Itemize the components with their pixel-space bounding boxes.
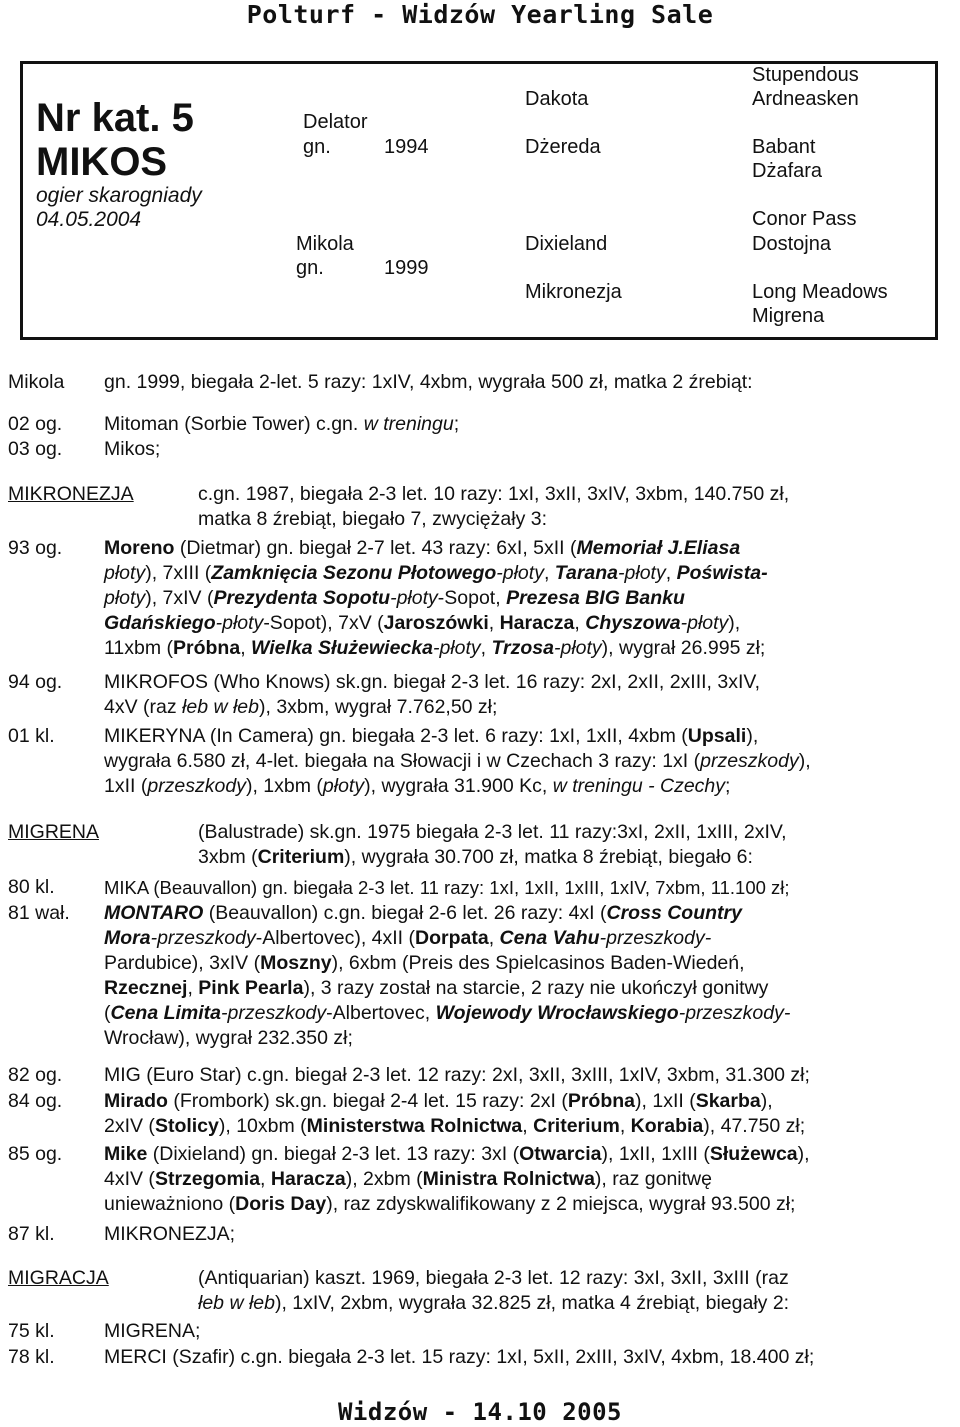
entry-text: ), [728, 612, 741, 634]
race-name: Jaroszówki [383, 612, 489, 634]
entry-text: ), 1xII, 1xIII ( [601, 1143, 710, 1165]
horse-description: ogier skarogniady [36, 184, 202, 207]
migrena-line-1: (Balustrade) sk.gn. 1975 biegała 2-3 let. 11 razy:3xI, 2xII, 1xIII, 2xIV, [198, 821, 787, 843]
race-name: Ministra Rolnictwa [422, 1168, 595, 1190]
entry-number: 84 og. [8, 1090, 63, 1112]
race-type: -przeszkody- [678, 1002, 791, 1024]
race-name: Mora [104, 927, 151, 949]
dam-color: gn. [296, 257, 324, 279]
pedigree-g2: Dżereda [525, 136, 601, 158]
race-name: Chyszowa [585, 612, 681, 634]
entry-text: ), [797, 1143, 810, 1165]
race-type: -przeszkody [221, 1002, 327, 1024]
entry-number: 81 wał. [8, 902, 70, 924]
entry-text: , [574, 612, 586, 634]
entry-text: MIGRENA; [104, 1320, 201, 1342]
race-name: Pośwista- [676, 562, 768, 584]
entry-number: 80 kl. [8, 876, 55, 898]
race-name: Doris Day [235, 1193, 327, 1215]
race-name: Służewca [709, 1143, 798, 1165]
pedigree-g2: Mikronezja [525, 281, 622, 303]
pedigree-g3: Long Meadows [752, 281, 888, 303]
entry-text: Wrocław), wygrał 232.350 zł; [104, 1027, 353, 1049]
entry-text: 1xII ( [104, 775, 148, 797]
entry-text: MIKERYNA (In Camera) gn. biegała 2-3 let. 6 razy: 1xI, 1xII, 4xbm ( [104, 725, 688, 747]
race-name: Próbna [173, 637, 241, 659]
race-type: -płoty [553, 637, 602, 659]
race-name: Stolicy [154, 1115, 219, 1137]
entry-text: ), raz zdyskwalifikowany z 2 miejsca, wygrał 93.500 zł; [326, 1193, 796, 1215]
race-name: Upsali [687, 725, 747, 747]
race-name: Moszny [260, 952, 332, 974]
entry-text: -Sopot), 7xV ( [263, 612, 384, 634]
race-type: -płoty [680, 612, 729, 634]
race-type: -przeszkody [150, 927, 256, 949]
race-name: Wielka Służewiecka [251, 637, 433, 659]
horse-dob: 04.05.2004 [36, 208, 142, 231]
race-name: Haracza [270, 1168, 346, 1190]
entry-text: (Dietmar) gn. biegał 2-7 let. 43 razy: 6xI, 5xII ( [174, 537, 577, 559]
race-type: -płoty [390, 587, 438, 609]
entry-text: unieważniono ( [104, 1193, 236, 1215]
race-name: Haracza [499, 612, 575, 634]
entry-text: ), wygrała 30.700 zł, matka 8 źrebiąt, biegało 6: [344, 846, 753, 868]
entry-text: ), [746, 725, 759, 747]
race-type: -płoty [496, 562, 544, 584]
entry-number: 93 og. [8, 537, 63, 559]
entry-text: wygrała 6.580 zł, 4-let. biegała na Słowacji i w Czechach 3 razy: 1xI ( [104, 750, 701, 772]
entry-text: , [488, 612, 500, 634]
race-name: Gdańskiego [104, 612, 216, 634]
entry-text: ), [798, 750, 811, 772]
pedigree-g3: Stupendous [752, 64, 859, 86]
entry-text: w treningu [363, 413, 454, 435]
entry-text: ), 3 razy został na starcie, 2 razy nie ukończył gonitwy [303, 977, 769, 999]
dam-year: 1999 [384, 257, 429, 279]
pedigree-g3: Conor Pass [752, 208, 857, 230]
pedigree-g2: Dakota [525, 88, 589, 110]
catalog-number: Nr kat. 5 [36, 96, 194, 140]
entry-text: -Sopot, [437, 587, 507, 609]
mikronezja-line-1: c.gn. 1987, biegała 2-3 let. 10 razy: 1xI, 3xII, 3xIV, 3xbm, 140.750 zł, [198, 483, 790, 505]
entry-text: ), 7xIV ( [145, 587, 214, 609]
entry-text: Mikos; [104, 438, 161, 460]
race-name: Otwarcia [519, 1143, 602, 1165]
entry-text: łeb w łeb [182, 696, 259, 718]
race-name: Pink Pearla [198, 977, 304, 999]
race-name: Trzosa [491, 637, 554, 659]
entry-text: ), 47.750 zł; [703, 1115, 806, 1137]
entry-text: ), wygrał 26.995 zł; [601, 637, 766, 659]
entry-text: MIG (Euro Star) c.gn. biegał 2-3 let. 12 razy: 2xI, 3xII, 3xIII, 1xIV, 3xbm, 31.300 zł; [104, 1064, 810, 1086]
race-name: Zamknięcia Sezonu Płotowego [211, 562, 497, 584]
entry-text: 2xIV ( [104, 1115, 155, 1137]
entry-text: ), raz gonitwę [594, 1168, 712, 1190]
entry-number: 02 og. [8, 413, 63, 435]
horse-name: MIKOS [36, 140, 168, 184]
race-type: przeszkody [700, 750, 799, 772]
race-name: Wojewody Wrocławskiego [435, 1002, 679, 1024]
section-label-mikola: Mikola [8, 371, 65, 393]
race-name: Korabia [630, 1115, 704, 1137]
entry-text: ), [760, 1090, 773, 1112]
race-type: -przeszkody- [599, 927, 712, 949]
mikronezja-line-2: matka 8 źrebiąt, biegało 7, zwyciężały 3: [198, 508, 548, 530]
race-name: Cross Country [606, 902, 742, 924]
mikola-line: gn. 1999, biegała 2-let. 5 razy: 1xIV, 4xbm, wygrała 500 zł, matka 2 źrebiąt: [104, 371, 753, 393]
section-label-migrena: MIGRENA [8, 821, 100, 843]
migracja-line-1: (Antiquarian) kaszt. 1969, biegała 2-3 let. 12 razy: 3xI, 3xII, 3xIII (raz [198, 1267, 789, 1289]
entry-number: 03 og. [8, 438, 63, 460]
race-name: Criterium [257, 846, 345, 868]
pedigree-g3: Babant [752, 136, 816, 158]
race-type: -płoty [432, 637, 481, 659]
entry-text: ), wygrała 31.900 Kc, [364, 775, 553, 797]
race-name: Prezydenta Sopotu [213, 587, 391, 609]
entry-text: ), 10xbm ( [218, 1115, 307, 1137]
race-name: Rzecznej [104, 977, 188, 999]
entry-text: ), 6xbm (Preis des Spielcasinos Baden-Wiedeń, [331, 952, 745, 974]
entry-text: łeb w łeb [198, 1292, 275, 1314]
entry-text: , [522, 1115, 534, 1137]
section-label-mikronezja: MIKRONEZJA [8, 483, 134, 505]
horse-name: MONTARO [104, 902, 204, 924]
entry-number: 75 kl. [8, 1320, 55, 1342]
entry-text: 4xIV ( [104, 1168, 155, 1190]
entry-text: ), 2xbm ( [345, 1168, 423, 1190]
race-name: Memoriał J.Eliasa [576, 537, 741, 559]
section-label-migracja: MIGRACJA [8, 1267, 109, 1289]
horse-name: Mirado [104, 1090, 168, 1112]
entry-number: 85 og. [8, 1143, 63, 1165]
pedigree-g3: Dostojna [752, 233, 831, 255]
entry-text: , [488, 927, 500, 949]
entry-text: , [260, 1168, 271, 1190]
race-type: płoty [322, 775, 365, 797]
entry-text: ), 1xII ( [635, 1090, 696, 1112]
race-type: płoty [104, 587, 146, 609]
race-type: płoty [104, 562, 146, 584]
entry-number: 01 kl. [8, 725, 55, 747]
entry-text: 3xbm ( [198, 846, 258, 868]
entry-text: ), 3xbm, wygrał 7.762,50 zł; [259, 696, 498, 718]
entry-text: , [665, 562, 677, 584]
entry-text: MIKROFOS (Who Knows) sk.gn. biegał 2-3 let. 16 razy: 2xI, 2xII, 2xIII, 3xIV, [104, 671, 761, 693]
race-type: -płoty [618, 562, 666, 584]
entry-text: ; [725, 775, 731, 797]
entry-text: MIKA (Beauvallon) gn. biegała 2-3 let. 11 razy: 1xI, 1xII, 1xIII, 1xIV, 7xbm, 11.100 zł; [104, 877, 790, 898]
entry-number: 78 kl. [8, 1346, 55, 1368]
entry-text: , [187, 977, 199, 999]
entry-number: 87 kl. [8, 1223, 55, 1245]
race-name: Dorpata [415, 927, 489, 949]
dam-name: Mikola [296, 233, 354, 255]
entry-text: w treningu - Czechy [552, 775, 726, 797]
entry-text: ), 1xbm ( [245, 775, 323, 797]
race-type: -płoty [215, 612, 264, 634]
page-title: Polturf - Widzów Yearling Sale [246, 0, 714, 29]
sire-color: gn. [303, 136, 331, 158]
entry-text: ), 1xIV, 2xbm, wygrała 32.825 zł, matka 4 źrebiąt, biegały 2: [274, 1292, 790, 1314]
entry-text: ), 7xIII ( [145, 562, 212, 584]
race-name: Criterium [533, 1115, 620, 1137]
entry-text: MIKRONEZJA; [104, 1223, 236, 1245]
entry-text: Pardubice), 3xIV ( [104, 952, 261, 974]
race-name: Ministerstwa Rolnictwa [306, 1115, 523, 1137]
entry-text: -Albertovec), 4xII ( [255, 927, 416, 949]
race-type: przeszkody [147, 775, 246, 797]
entry-number: 82 og. [8, 1064, 63, 1086]
footer-date: Widzów - 14.10 2005 [337, 1398, 623, 1426]
entry-text: ( [104, 1002, 111, 1024]
race-name: Prezesa BIG Banku [506, 587, 685, 609]
catalog-info [36, 96, 202, 232]
entry-text: 11xbm ( [104, 637, 173, 659]
entry-text: MERCI (Szafir) c.gn. biegała 2-3 let. 15 razy: 1xI, 5xII, 2xIII, 3xIV, 4xbm, 18.400 zł; [104, 1346, 815, 1368]
entry-text: (Dixieland) gn. biegał 2-3 let. 13 razy: 3xI ( [147, 1143, 520, 1165]
race-name: Próbna [567, 1090, 636, 1112]
entry-text: ; [453, 413, 460, 435]
entry-text: , [543, 562, 555, 584]
entry-number: 94 og. [8, 671, 63, 693]
race-name: Cena Vahu [499, 927, 600, 949]
race-name: Cena Limita [110, 1002, 222, 1024]
entry-text: , [240, 637, 252, 659]
pedigree-g3: Ardneasken [752, 88, 859, 110]
entry-text: 4xV (raz [104, 696, 183, 718]
entry-text: (Frombork) sk.gn. biegał 2-4 let. 15 razy: 2xI ( [167, 1090, 568, 1112]
entry-text: , [480, 637, 492, 659]
horse-name: Moreno [104, 537, 175, 559]
pedigree-g2: Dixieland [525, 233, 608, 255]
entry-text: Mitoman (Sorbie Tower) c.gn. [104, 413, 364, 435]
pedigree-g3: Migrena [752, 305, 825, 327]
race-name: Strzegomia [154, 1168, 261, 1190]
horse-name: Mike [104, 1143, 148, 1165]
sire-name: Delator [303, 111, 368, 133]
race-name: Tarana [554, 562, 619, 584]
entry-text: (Beauvallon) c.gn. biegał 2-6 let. 26 razy: 4xI ( [203, 902, 607, 924]
pedigree-g3: Dżafara [752, 160, 823, 182]
race-name: Skarba [695, 1090, 761, 1112]
entry-text: , [619, 1115, 631, 1137]
sire-year: 1994 [384, 136, 429, 158]
entry-text: -Albertovec, [326, 1002, 436, 1024]
